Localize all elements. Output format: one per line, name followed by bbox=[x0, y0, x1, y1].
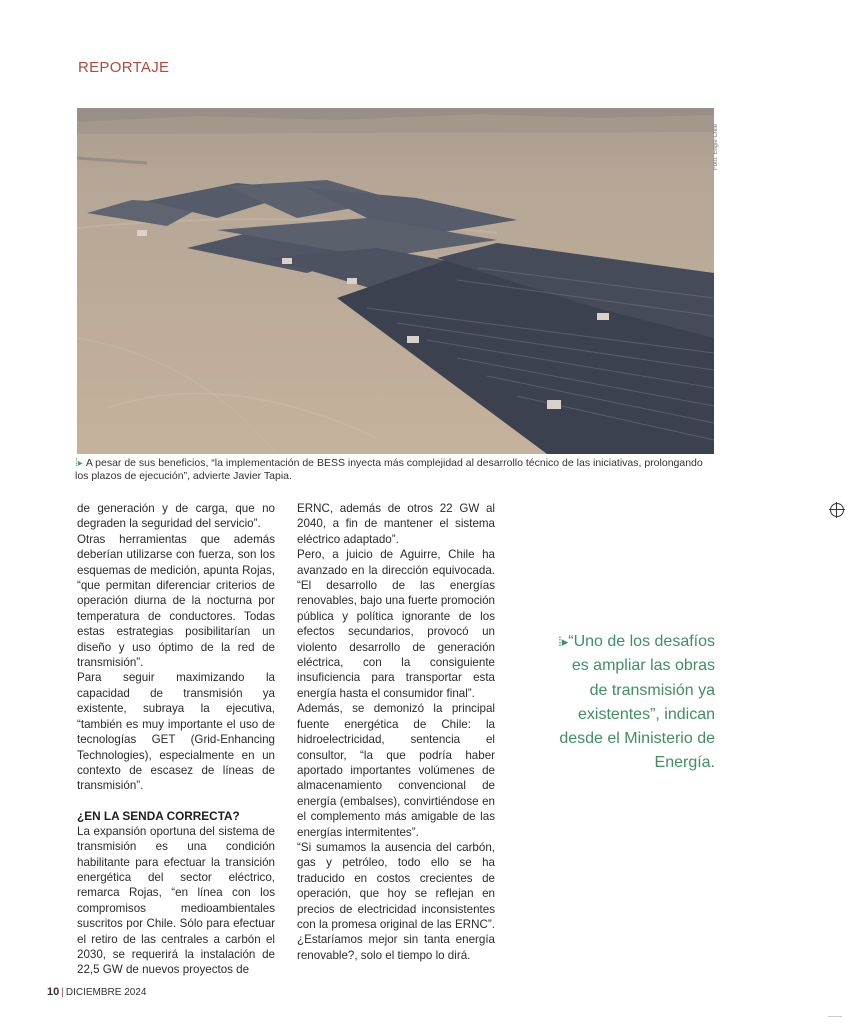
solar-farm-photo bbox=[77, 108, 714, 454]
paragraph: Pero, a juicio de Aguirre, Chile ha avanzado en la dirección equivocada. “El desarrollo de las energías renovables, bajo una fuerte promoción pública y política ignorante de los efectos secundarios, provocó un violento desarrollo de generación eléctrica, con la consiguiente insuficiencia para transportar esta energía hasta el consumidor final”. bbox=[297, 548, 495, 700]
pull-quote-text: “Uno de los desafíos es ampliar las obras de transmisión ya existentes”, indican desde el Ministerio de Energía. bbox=[559, 633, 715, 772]
paragraph: La expansión oportuna del sistema de transmisión es una condición habilitante para efectuar la transición energética del sector eléctrico, remarca Rojas, “en línea con los compromisos medioambientales suscritos por Chile. Sólo para efectuar el retiro de las centrales a carbón el 2030, se requerirá la instalación de 22,5 GW de nuevos proyectos de bbox=[77, 824, 275, 977]
paragraph: de generación y de carga, que no degraden la seguridad del servicio”. bbox=[77, 502, 275, 531]
caption-text: A pesar de sus beneficios, “la implementación de BESS inyecta más complejidad al desarrollo técnico de las iniciativas, prolongando los plazos de ejecución”, advierte Javier Tapia. bbox=[75, 457, 703, 482]
page-footer bbox=[47, 986, 146, 998]
section-heading: ¿EN LA SENDA CORRECTA? bbox=[77, 808, 240, 823]
paragraph: “Si sumamos la ausencia del carbón, gas y petróleo, todo ello se ha traducido en costos crecientes de operación, que hoy se reflejan en precios de electricidad inconsistentes con la promesa original de las ERNC”. ¿Estaríamos mejor sin tanta energía renovable?, solo el tiempo lo dirá. bbox=[297, 840, 495, 962]
registration-mark-icon bbox=[830, 503, 844, 517]
photo-credit: Foto: Engie Chile bbox=[713, 123, 719, 170]
paragraph: Otras herramientas que además deberían utilizarse con fuerza, son los esquemas de medición, apunta Rojas, “que permitan diferenciar criterios de operación diurna de la nocturna por temperatura de conductores. Todas estas estrategias posibilitarían un diseño y uso óptimo de la red de transmisión”. bbox=[77, 532, 275, 670]
paragraph: Para seguir maximizando la capacidad de transmisión ya existente, subraya la ejecutiva, “también es muy importante el uso de tecnologías GET (Grid-Enhancing Technologies), especialmente en un contexto de escasez de líneas de transmisión”. bbox=[77, 671, 275, 793]
pull-quote bbox=[552, 630, 715, 776]
aerial-landscape-illustration bbox=[77, 108, 714, 454]
page-number: 10 bbox=[47, 986, 60, 998]
paragraph: Además, se demonizó la principal fuente energética de Chile: la hidroelectricidad, sentencia el consultor, “la que podría haber aportado importantes volúmenes de almacenamiento convencional de energía (embalses), convirtiéndose en el complemento más amigable de las energías intermitentes”. bbox=[297, 702, 495, 839]
issue-date: DICIEMBRE 2024 bbox=[65, 987, 147, 998]
photo-caption bbox=[75, 457, 715, 483]
quote-marker-icon: ⁞▸ bbox=[558, 634, 569, 649]
article-column-2 bbox=[297, 501, 495, 963]
paragraph: ERNC, además de otros 22 GW al 2040, a fin de mantener el sistema eléctrico adaptado”. bbox=[297, 502, 495, 546]
caption-marker-icon: ⁞▸ bbox=[75, 458, 83, 469]
section-label: REPORTAJE bbox=[78, 59, 170, 76]
trim-mark bbox=[828, 1016, 842, 1017]
footer-separator: | bbox=[61, 987, 64, 998]
article-column-1 bbox=[77, 501, 275, 978]
